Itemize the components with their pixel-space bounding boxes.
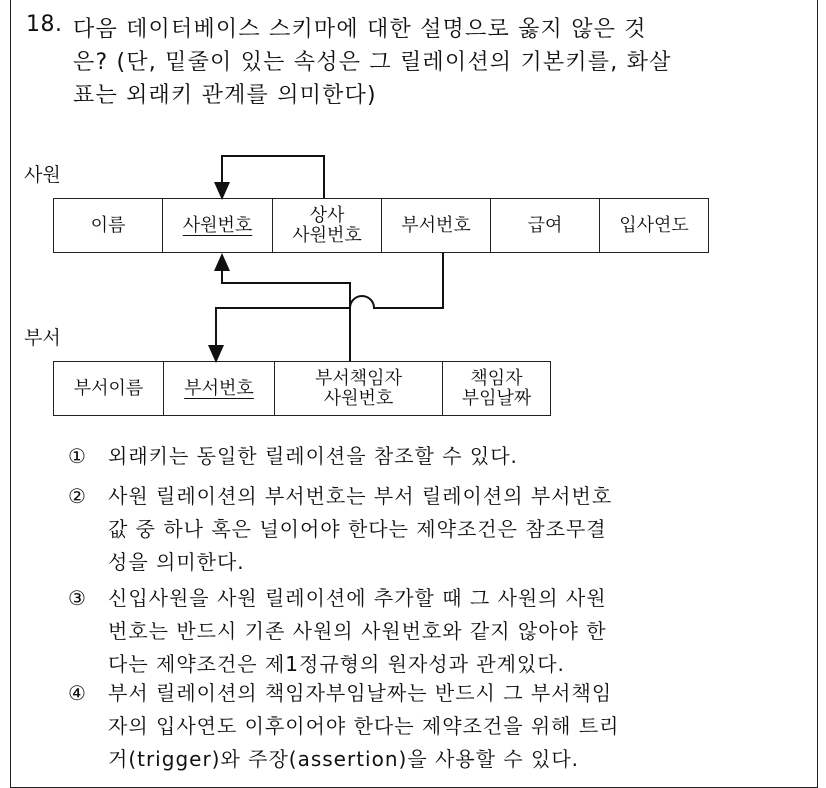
employee-relation-name: 사원 (24, 164, 61, 186)
option-3-line-1: 신입사원을 사원 릴레이션에 추가할 때 그 사원의 사원 (108, 586, 607, 610)
option-2-line-2: 값 중 하나 혹은 널이어야 한다는 제약조건은 참조무결 (108, 517, 607, 541)
option-1-line-1: 외래키는 동일한 릴레이션을 참조할 수 있다. (108, 444, 518, 468)
question-line-2: 은? (단, 밑줄이 있는 속성은 그 릴레이션의 기본키를, 화살 (73, 50, 672, 75)
question-line-3: 표는 외래키 관계를 의미한다) (73, 83, 377, 108)
department-attr-deptname: 부서이름 (54, 362, 164, 416)
fk-arrow-manager-to-empno (222, 156, 324, 198)
option-2-line-1: 사원 릴레이션의 부서번호는 부서 릴레이션의 부서번호 (108, 484, 613, 508)
employee-attr-empno: 사원번호 (163, 199, 273, 253)
option-1-mark: ① (68, 444, 87, 468)
fk-arrow-head-to-empno (222, 261, 350, 361)
employee-attr-manager-empno: 상사 사원번호 (273, 199, 382, 253)
department-attr-deptno: 부서번호 (164, 362, 275, 416)
employee-attr-hire-year: 입사연도 (600, 199, 709, 253)
department-attr-head-empno: 부서책임자 사원번호 (275, 362, 443, 416)
fk-arrow-deptno-to-deptno (216, 253, 443, 355)
question-number: 18. (26, 12, 63, 37)
option-4-line-2: 자의 입사연도 이후이어야 한다는 제약조건을 위해 트리 (108, 714, 620, 738)
employee-attr-name: 이름 (54, 199, 163, 253)
employee-attr-deptno: 부서번호 (382, 199, 491, 253)
question-line-1: 다음 데이터베이스 스키마에 대한 설명으로 옳지 않은 것 (73, 17, 647, 42)
option-4-line-1: 부서 릴레이션의 책임자부임날짜는 반드시 그 부서책임 (108, 681, 613, 705)
option-3-line-2: 번호는 반드시 기존 사원의 사원번호와 같지 않아야 한 (108, 619, 607, 643)
department-attr-head-start-date: 책임자 부임날짜 (443, 362, 551, 416)
department-relation-name: 부서 (24, 327, 61, 349)
employee-attr-salary: 급여 (491, 199, 600, 253)
option-2-mark: ② (68, 484, 87, 508)
option-3-mark: ③ (68, 586, 87, 610)
option-3-line-3: 다는 제약조건은 제1정규형의 원자성과 관계있다. (108, 652, 565, 676)
option-4-mark: ④ (68, 681, 87, 705)
option-2-line-3: 성을 의미한다. (108, 550, 245, 574)
option-4-line-3: 거(trigger)와 주장(assertion)을 사용할 수 있다. (108, 747, 579, 771)
